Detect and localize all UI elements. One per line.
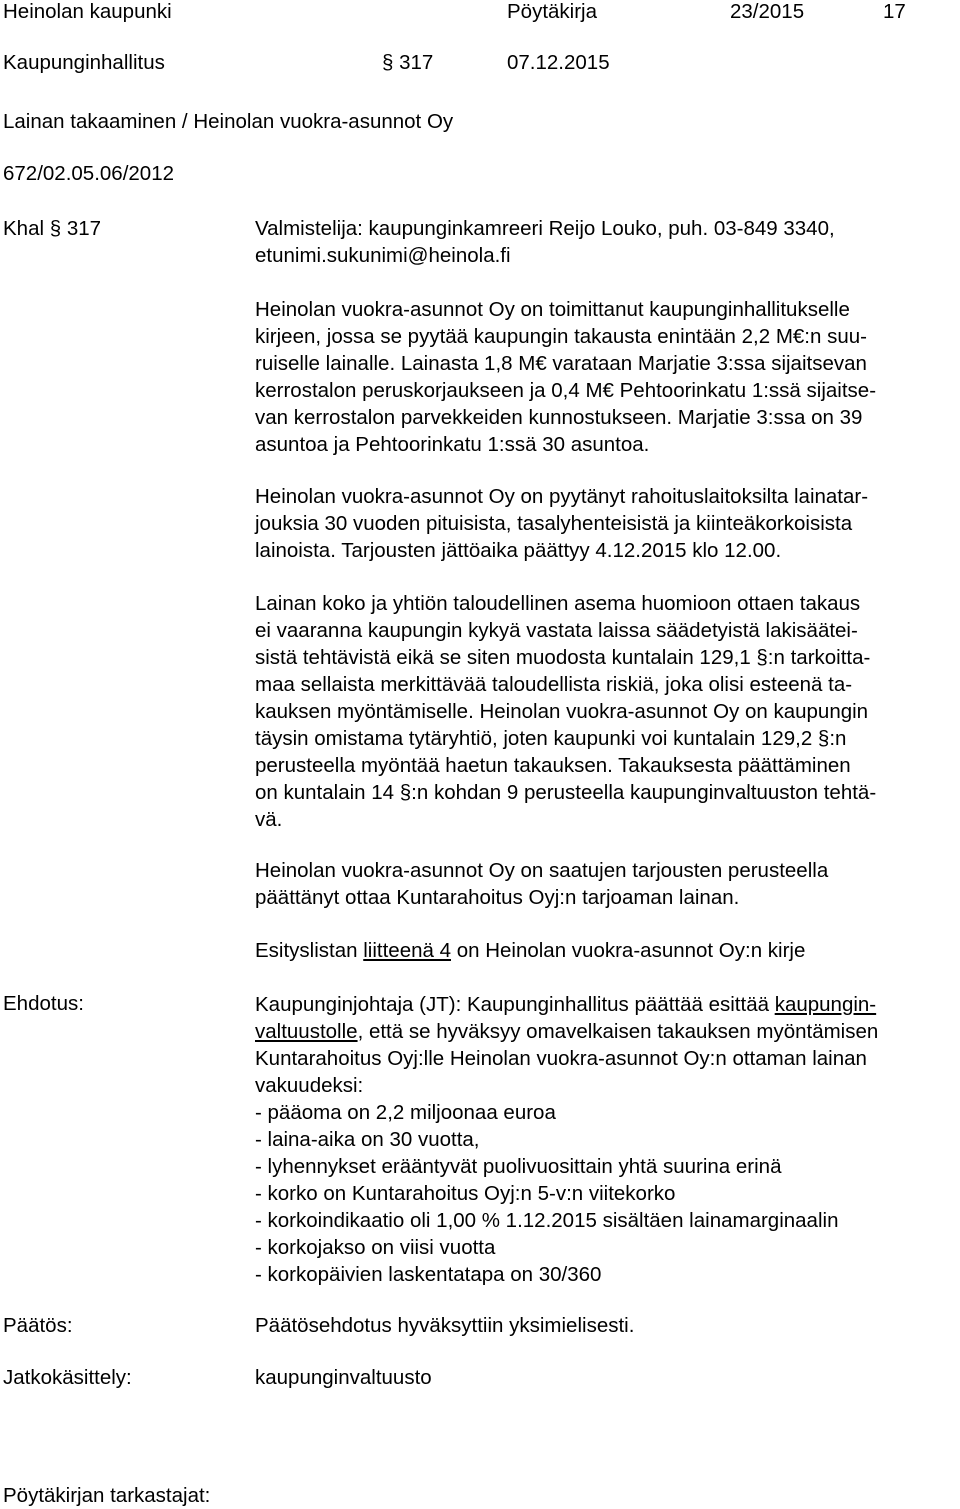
followup-text: kaupunginvaltuusto xyxy=(255,1366,432,1389)
text-line: kirjeen, jossa se pyytää kaupungin takausta enintään 2,2 M€:n suu- xyxy=(255,325,867,348)
text-line: vä. xyxy=(255,808,283,831)
proposal-text xyxy=(255,991,957,1288)
city-council-link-continued[interactable]: valtuustolle xyxy=(255,1020,358,1043)
text-line: lainoista. Tarjousten jättöaika päättyy 4.12.2015 klo 12.00. xyxy=(255,539,782,562)
decision-text: Päätösehdotus hyväksyttiin yksimielisesti. xyxy=(255,1314,635,1337)
list-item: - pääoma on 2,2 miljoonaa euroa xyxy=(255,1101,556,1124)
text-fragment: Kaupunginjohtaja (JT): Kaupunginhallitus päättää esittää xyxy=(255,993,775,1016)
text-line: täysin omistama tytäryhtiö, joten kaupunki voi kuntalain 129,2 §:n xyxy=(255,727,847,750)
text-line: maa sellaista merkittävää taloudellista riskiä, joka olisi esteenä ta- xyxy=(255,673,853,696)
attachment-link[interactable]: liitteenä 4 xyxy=(363,939,451,962)
list-item: - laina-aika on 30 vuotta, xyxy=(255,1128,480,1151)
text-line: jouksia 30 vuoden pituisista, tasalyhenteisistä ja kiinteäkorkoisista xyxy=(255,512,853,535)
header-doc-number: 23/2015 xyxy=(730,0,805,23)
list-item: - korkoindikaatio oli 1,00 % 1.12.2015 sisältäen lainamarginaalin xyxy=(255,1209,839,1232)
text-line: Kuntarahoitus Oyj:lle Heinolan vuokra-asunnot Oy:n ottaman lainan xyxy=(255,1047,867,1070)
text-line: kerrostalon peruskorjaukseen ja 0,4 M€ Pehtoorinkatu 1:ssä sijaitse- xyxy=(255,379,877,402)
paragraph-3 xyxy=(255,590,957,833)
proposal-label: Ehdotus: xyxy=(3,992,84,1015)
followup-label: Jatkokäsittely: xyxy=(3,1366,132,1389)
list-item: - korko on Kuntarahoitus Oyj:n 5-v:n viitekorko xyxy=(255,1182,676,1205)
header-city: Heinolan kaupunki xyxy=(3,0,172,23)
paragraph-1 xyxy=(255,296,957,458)
header-section: § 317 xyxy=(382,51,434,74)
text-line: sistä tehtävistä eikä se siten muodosta kuntalain 129,1 §:n tarkoitta- xyxy=(255,646,871,669)
text-line: ei vaaranna kaupungin kykyä vastata laissa säädetyistä lakisäätei- xyxy=(255,619,858,642)
header-body: Kaupunginhallitus xyxy=(3,51,165,74)
text-line: ruiselle lainalle. Lainasta 1,8 M€ varataan Marjatie 3:ssa sijaitsevan xyxy=(255,352,867,375)
header-page-number: 17 xyxy=(883,0,906,23)
text-line: Heinolan vuokra-asunnot Oy on saatujen tarjousten perusteella xyxy=(255,859,829,882)
document-title: Lainan takaaminen / Heinolan vuokra-asunnot Oy xyxy=(3,110,454,133)
preparer-info xyxy=(255,215,957,269)
preparer-email: etunimi.sukunimi@heinola.fi xyxy=(255,244,511,267)
header-doc-type: Pöytäkirja xyxy=(507,0,598,23)
khal-label: Khal § 317 xyxy=(3,217,102,240)
text-line: perusteella myöntää haetun takauksen. Takauksesta päättäminen xyxy=(255,754,851,777)
text-line: vakuudeksi: xyxy=(255,1074,364,1097)
decision-label: Päätös: xyxy=(3,1314,73,1337)
paragraph-4 xyxy=(255,857,957,911)
text-line: van kerrostalon parvekkeiden kunnostukseen. Marjatie 3:ssa on 39 xyxy=(255,406,863,429)
list-item: - korkopäivien laskentatapa on 30/360 xyxy=(255,1263,602,1286)
list-item: - lyhennykset erääntyvät puolivuosittain yhtä suurina erinä xyxy=(255,1155,782,1178)
text-line: on kuntalain 14 §:n kohdan 9 perusteella kaupunginvaltuuston tehtä- xyxy=(255,781,877,804)
text-line: Lainan koko ja yhtiön taloudellinen asema huomioon ottaen takaus xyxy=(255,592,861,615)
text-line: Heinolan vuokra-asunnot Oy on pyytänyt rahoituslaitoksilta lainatar- xyxy=(255,485,869,508)
text-fragment: Esityslistan xyxy=(255,939,364,962)
minutes-checkers-label: Pöytäkirjan tarkastajat: xyxy=(3,1484,211,1507)
text-line: kauksen myöntämiselle. Heinolan vuokra-asunnot Oy on kaupungin xyxy=(255,700,869,723)
city-council-link[interactable]: kaupungin- xyxy=(774,993,877,1016)
text-fragment: , että se hyväksyy omavelkaisen takauksen myöntämisen xyxy=(357,1020,879,1043)
list-item: - korkojakso on viisi vuotta xyxy=(255,1236,496,1259)
text-line: päättänyt ottaa Kuntarahoitus Oyj:n tarjoaman lainan. xyxy=(255,886,740,909)
header-date: 07.12.2015 xyxy=(507,51,610,74)
diary-number: 672/02.05.06/2012 xyxy=(3,162,174,185)
attachment-reference xyxy=(255,937,957,964)
text-fragment: on Heinolan vuokra-asunnot Oy:n kirje xyxy=(451,939,806,962)
preparer-line: Valmistelija: kaupunginkamreeri Reijo Louko, puh. 03-849 3340, xyxy=(255,217,835,240)
paragraph-2 xyxy=(255,483,957,564)
text-line: Heinolan vuokra-asunnot Oy on toimittanut kaupunginhallitukselle xyxy=(255,298,850,321)
text-line: asuntoa ja Pehtoorinkatu 1:ssä 30 asuntoa. xyxy=(255,433,650,456)
loan-terms-list xyxy=(255,1099,957,1288)
